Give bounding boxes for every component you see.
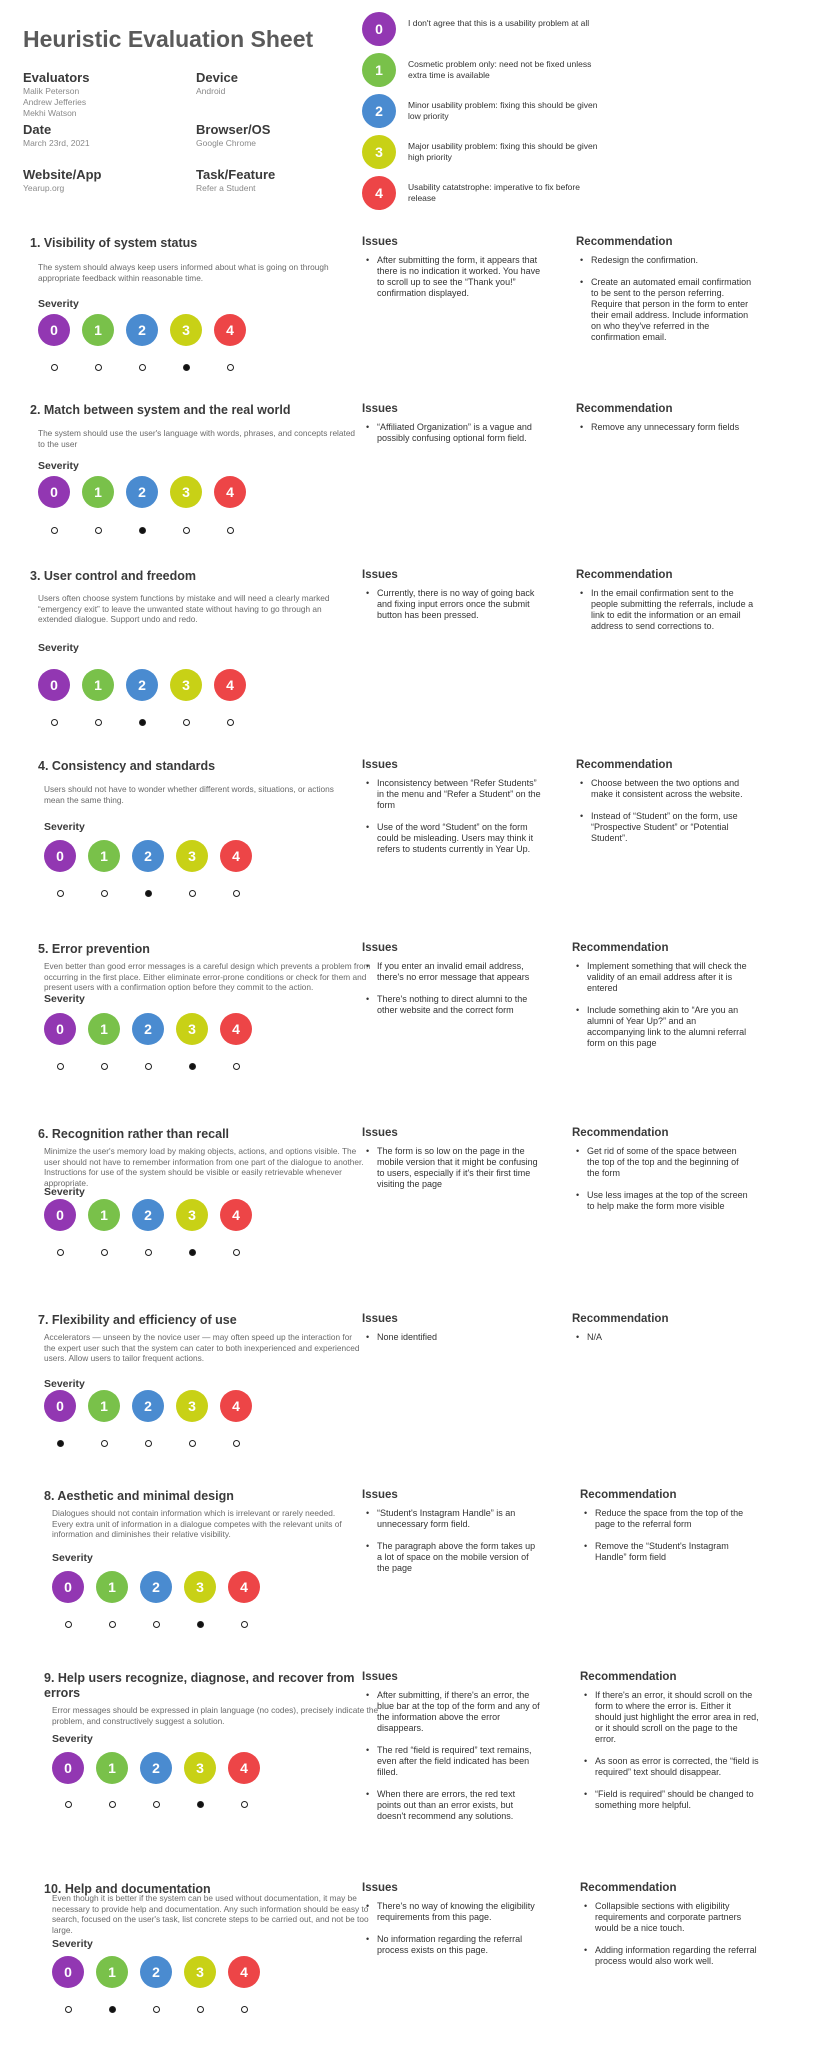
severity-option-4[interactable]: 4 [214,476,246,508]
recommendation-item: • “Field is required” should be changed to something more helpful. [584,1789,759,1811]
severity-radio-0[interactable] [57,1440,64,1447]
severity-option-2[interactable]: 2 [140,1571,172,1603]
severity-option-4[interactable]: 4 [220,1013,252,1045]
issues-heading: Issues [362,759,398,771]
legend-item [362,135,598,171]
evaluator-name: Andrew Jefferies [23,97,87,107]
severity-option-3[interactable]: 3 [170,669,202,701]
severity-option-0[interactable]: 0 [52,1752,84,1784]
issues-list [366,1901,541,1967]
severity-label: Severity [52,1938,93,1950]
issues-heading: Issues [362,236,398,248]
severity-radio-2[interactable] [139,364,146,371]
recommendations-list [576,1332,751,1354]
severity-radio-4[interactable] [227,719,234,726]
issue-item: • When there are errors, the red text points out than an error exists, but doesn't recommend any solutions. [366,1789,541,1822]
severity-option-4[interactable]: 4 [214,669,246,701]
legend-text: Major usability problem: fixing this should be given high priority [408,141,598,162]
severity-radio-0[interactable] [65,1621,72,1628]
severity-radio-4[interactable] [241,2006,248,2013]
severity-option-0[interactable]: 0 [38,669,70,701]
severity-option-1[interactable]: 1 [88,1390,120,1422]
issue-item: • After submitting, if there's an error, the blue bar at the top of the form and any of the information above the error disappears. [366,1690,541,1734]
issues-list [366,255,541,310]
recommendation-heading: Recommendation [572,1127,669,1139]
heuristic-description: Accelerators — unseen by the novice user — may often speed up the interaction for the expert user such that the system can cater to both inexperienced and experienced users. Allow users to tailor frequent actions. [44,1332,360,1363]
issues-heading: Issues [362,1313,398,1325]
severity-option-0[interactable]: 0 [44,1013,76,1045]
issue-item: • Use of the word “Student” on the form could be misleading. Users may think it refers to students currently in Year Up. [366,822,541,855]
legend-text: Minor usability problem: fixing this should be given low priority [408,100,598,121]
issue-item: • There's nothing to direct alumni to the other website and the correct form [366,994,546,1016]
severity-radio-2[interactable] [145,1063,152,1070]
issues-heading: Issues [362,942,398,954]
recommendation-item: • In the email confirmation sent to the people submitting the referrals, include a link to edit the information or an email address to send corrections to. [580,588,755,632]
severity-option-0[interactable]: 0 [44,1199,76,1231]
severity-option-4[interactable]: 4 [214,314,246,346]
evaluators-block [23,70,89,119]
issue-item: • The red “field is required” text remains, even after the field indicated has been filled. [366,1745,541,1778]
browser-block [196,122,270,149]
issue-item: • None identified [366,1332,541,1343]
severity-dot-3: 3 [362,135,396,169]
heuristic-description: Even though it is better if the system can be used without documentation, it may be necessary to provide help and documentation. Any such information should be easy to search, focused on the user's task, list concrete steps to be carried out, and not be too large. [52,1893,369,1935]
severity-radio-1[interactable] [95,719,102,726]
severity-option-4[interactable]: 4 [228,1752,260,1784]
date-label: Date [23,122,52,137]
issues-list [366,778,541,866]
issue-item: • No information regarding the referral process exists on this page. [366,1934,541,1956]
recommendation-heading: Recommendation [580,1489,677,1501]
device-block [196,70,238,97]
recommendation-heading: Recommendation [576,569,673,581]
issues-list [366,422,541,455]
recommendations-list [584,1901,759,1978]
severity-option-3[interactable]: 3 [184,1571,216,1603]
severity-radio-3[interactable] [197,1621,204,1628]
issue-item: • Currently, there is no way of going back and fixing input errors once the submit button has been pressed. [366,588,546,621]
heuristic-title: 9. Help users recognize, diagnose, and recover from errors [44,1671,355,1700]
heuristic-title: 7. Flexibility and efficiency of use [38,1313,237,1327]
severity-label: Severity [44,993,85,1005]
recommendation-item: • Choose between the two options and make it consistent across the website. [580,778,755,800]
severity-option-2[interactable]: 2 [132,840,164,872]
heuristic-description: The system should always keep users informed about what is going on through appropriate feedback within reasonable time. [38,262,329,283]
severity-option-2[interactable]: 2 [132,1199,164,1231]
severity-radio-2[interactable] [153,1801,160,1808]
task-value: Refer a Student [196,183,256,193]
heuristic-description: Minimize the user's memory load by making objects, actions, and options visible. The user should not have to remember information from one part of the dialogue to another. Instructions for use of the system should be visible or easily retrievable whenever appropriate. [44,1146,364,1188]
severity-radio-4[interactable] [233,890,240,897]
severity-radio-4[interactable] [233,1440,240,1447]
issue-item: • There's no way of knowing the eligibility requirements from this page. [366,1901,541,1923]
heuristic-description: Users should not have to wonder whether different words, situations, or actions mean the same thing. [44,784,334,805]
heuristic-title: 3. User control and freedom [30,569,197,583]
severity-option-0[interactable]: 0 [52,1956,84,1988]
issues-heading: Issues [362,1882,398,1894]
severity-radio-4[interactable] [227,364,234,371]
severity-radio-3[interactable] [197,1801,204,1808]
heuristic-title: 5. Error prevention [38,942,150,956]
severity-radio-1[interactable] [101,1249,108,1256]
severity-radio-0[interactable] [51,527,58,534]
heuristic-title: 1. Visibility of system status [30,236,198,250]
severity-radio-2[interactable] [153,1621,160,1628]
legend-item [362,94,598,130]
heuristic-title: 6. Recognition rather than recall [38,1127,230,1141]
severity-option-4[interactable]: 4 [220,1390,252,1422]
recommendation-item: • Remove any unnecessary form fields [580,422,755,433]
browser-label: Browser/OS [196,122,271,137]
severity-radio-4[interactable] [241,1801,248,1808]
severity-option-1[interactable]: 1 [82,476,114,508]
issues-list [366,1508,541,1585]
recommendations-list [580,588,755,643]
recommendation-item: • Collapsible sections with eligibility requirements and corporate partners would be a nice touch. [584,1901,759,1934]
severity-radio-1[interactable] [95,364,102,371]
severity-radio-1[interactable] [101,1063,108,1070]
device-value: Android [196,86,226,96]
severity-option-2[interactable]: 2 [126,476,158,508]
severity-option-3[interactable]: 3 [176,840,208,872]
issue-item: • “Affiliated Organization” is a vague and possibly confusing optional form field. [366,422,541,444]
issue-item: • The paragraph above the form takes up a lot of space on the mobile version of the page [366,1541,541,1574]
severity-option-0[interactable]: 0 [44,840,76,872]
date-block [23,122,90,149]
severity-option-4[interactable]: 4 [228,1956,260,1988]
severity-radio-0[interactable] [51,719,58,726]
heuristic-description: Dialogues should not contain information which is irrelevant or rarely needed. Every extra unit of information in a dialogue competes with the relevant units of information and diminishes their relative visibility. [52,1508,342,1539]
recommendation-item: • Use less images at the top of the screen to help make the form more visible [576,1190,751,1212]
recommendation-item: • Include something akin to “Are you an alumni of Year Up?” and an accompanying link to the alumni referral form on this page [576,1005,756,1049]
severity-option-3[interactable]: 3 [184,1956,216,1988]
severity-radio-3[interactable] [183,364,190,371]
severity-label: Severity [44,1186,85,1198]
issues-list [366,1332,541,1354]
heuristic-title: 8. Aesthetic and minimal design [44,1489,234,1503]
recommendation-item: • Adding information regarding the referral process would also work well. [584,1945,759,1967]
evaluator-name: Malik Peterson [23,86,80,96]
recommendation-heading: Recommendation [576,759,673,771]
severity-option-2[interactable]: 2 [126,314,158,346]
severity-radio-1[interactable] [109,1801,116,1808]
severity-option-3[interactable]: 3 [176,1199,208,1231]
issues-heading: Issues [362,1489,398,1501]
issues-heading: Issues [362,1671,398,1683]
severity-option-2[interactable]: 2 [126,669,158,701]
severity-option-0[interactable]: 0 [38,314,70,346]
severity-option-1[interactable]: 1 [88,1013,120,1045]
recommendation-heading: Recommendation [572,942,669,954]
severity-radio-0[interactable] [51,364,58,371]
legend-item [362,53,592,89]
recommendation-heading: Recommendation [580,1671,677,1683]
severity-option-4[interactable]: 4 [228,1571,260,1603]
recommendation-item: • Implement something that will check the validity of an email address after it is entered [576,961,756,994]
website-block [23,167,102,194]
issue-item: • After submitting the form, it appears that there is no indication it worked. You have to scroll up to see the “Thank you!” confirmation displayed. [366,255,541,299]
severity-radio-0[interactable] [65,1801,72,1808]
severity-option-2[interactable]: 2 [140,1752,172,1784]
heuristic-title: 10. Help and documentation [44,1882,211,1896]
recommendations-list [584,1690,759,1822]
recommendations-list [576,961,756,1060]
severity-radio-4[interactable] [241,1621,248,1628]
severity-radio-4[interactable] [233,1249,240,1256]
severity-radio-1[interactable] [101,1440,108,1447]
heuristic-description: Error messages should be expressed in plain language (no codes), precisely indicate the problem, and constructively suggest a solution. [52,1705,379,1726]
evaluators-label: Evaluators [23,70,90,85]
severity-radio-3[interactable] [189,1063,196,1070]
severity-radio-2[interactable] [139,527,146,534]
severity-option-1[interactable]: 1 [88,1199,120,1231]
recommendation-item: • N/A [576,1332,751,1343]
severity-option-1[interactable]: 1 [82,314,114,346]
severity-label: Severity [52,1552,93,1564]
severity-radio-2[interactable] [153,2006,160,2013]
severity-option-1[interactable]: 1 [88,840,120,872]
recommendation-item: • Instead of “Student” on the form, use “Prospective Student” or “Potential Student”. [580,811,755,844]
severity-option-4[interactable]: 4 [220,840,252,872]
severity-dot-4: 4 [362,176,396,210]
severity-radio-4[interactable] [233,1063,240,1070]
recommendations-list [580,255,755,354]
issues-list [366,961,546,1027]
legend-text: I don't agree that this is a usability problem at all [408,18,590,28]
severity-option-3[interactable]: 3 [170,314,202,346]
recommendation-heading: Recommendation [576,403,673,415]
website-value: Yearup.org [23,183,65,193]
severity-label: Severity [44,1378,85,1390]
issue-item: • “Student's Instagram Handle” is an unnecessary form field. [366,1508,541,1530]
recommendations-list [584,1508,759,1574]
evaluator-name: Mekhi Watson [23,108,77,118]
heuristic-description: Users often choose system functions by mistake and will need a clearly marked “emergency exit” to leave the unwanted state without having to go through an extended dialogue. Support undo and redo. [38,593,330,624]
recommendation-heading: Recommendation [576,236,673,248]
severity-radio-0[interactable] [65,2006,72,2013]
severity-option-4[interactable]: 4 [220,1199,252,1231]
legend-text: Usability catatstrophe: imperative to fix before release [408,182,580,203]
severity-option-3[interactable]: 3 [176,1390,208,1422]
severity-radio-3[interactable] [189,1440,196,1447]
page-title: Heuristic Evaluation Sheet [23,26,314,52]
recommendation-item: • Create an automated email confirmation to be sent to the person referring. Require that person in the form to enter their email address. Include information on who they've referred in the confirmation email. [580,277,755,343]
heuristic-title: 2. Match between system and the real world [30,403,291,417]
severity-radio-3[interactable] [189,1249,196,1256]
severity-radio-1[interactable] [101,890,108,897]
severity-radio-0[interactable] [57,1063,64,1070]
severity-option-2[interactable]: 2 [132,1013,164,1045]
date-value: March 23rd, 2021 [23,138,90,148]
severity-radio-1[interactable] [109,2006,116,2013]
severity-option-1[interactable]: 1 [96,1956,128,1988]
severity-radio-3[interactable] [189,890,196,897]
issues-list [366,1690,541,1833]
recommendation-item: • Get rid of some of the space between the top of the top and the beginning of the form [576,1146,751,1179]
severity-radio-1[interactable] [95,527,102,534]
severity-dot-0: 0 [362,12,396,46]
issues-heading: Issues [362,1127,398,1139]
recommendations-list [576,1146,751,1223]
severity-radio-0[interactable] [57,890,64,897]
recommendations-list [580,778,755,855]
recommendation-item: • Redesign the confirmation. [580,255,755,266]
issues-heading: Issues [362,403,398,415]
recommendation-item: • As soon as error is corrected, the “field is required” text should disappear. [584,1756,759,1778]
recommendation-heading: Recommendation [572,1313,669,1325]
legend-item [362,176,592,212]
severity-radio-2[interactable] [145,1249,152,1256]
severity-option-0[interactable]: 0 [44,1390,76,1422]
severity-radio-4[interactable] [227,527,234,534]
issue-item: • The form is so low on the page in the mobile version that it might be confusing to users, especially if it's their first time visiting the page [366,1146,541,1190]
severity-option-3[interactable]: 3 [170,476,202,508]
severity-radio-2[interactable] [139,719,146,726]
severity-radio-2[interactable] [145,890,152,897]
legend-text: Cosmetic problem only: need not be fixed unless extra time is available [408,59,592,80]
severity-label: Severity [38,642,79,654]
issues-list [366,1146,541,1201]
severity-radio-2[interactable] [145,1440,152,1447]
severity-option-0[interactable]: 0 [52,1571,84,1603]
severity-dot-1: 1 [362,53,396,87]
issue-item: • Inconsistency between “Refer Students” in the menu and “Refer a Student” on the form [366,778,541,811]
recommendation-item: • Reduce the space from the top of the page to the referral form [584,1508,759,1530]
issue-item: • If you enter an invalid email address, there's no error message that appears [366,961,546,983]
website-label: Website/App [23,167,102,182]
browser-value: Google Chrome [196,138,257,148]
legend-item [362,12,592,48]
severity-radio-1[interactable] [109,1621,116,1628]
severity-option-3[interactable]: 3 [176,1013,208,1045]
severity-option-3[interactable]: 3 [184,1752,216,1784]
recommendation-item: • If there's an error, it should scroll on the form to where the error is. Either it should just highlight the error area in red, or it should scroll on the page to the error. [584,1690,759,1745]
severity-label: Severity [38,298,79,310]
recommendation-heading: Recommendation [580,1882,677,1894]
severity-radio-3[interactable] [197,2006,204,2013]
severity-dot-2: 2 [362,94,396,128]
severity-option-1[interactable]: 1 [82,669,114,701]
heuristic-description: The system should use the user's language with words, phrases, and concepts related to the user [38,428,356,449]
recommendations-list [580,422,755,444]
heuristic-title: 4. Consistency and standards [38,759,216,773]
severity-option-2[interactable]: 2 [132,1390,164,1422]
heuristic-description: Even better than good error messages is a careful design which prevents a problem from occurring in the first place. Either eliminate error-prone conditions or check for them and present users with a confirmation option before they commit to the action. [44,961,371,992]
recommendation-item: • Remove the “Student's Instagram Handle” form field [584,1541,759,1563]
severity-label: Severity [52,1733,93,1745]
severity-radio-0[interactable] [57,1249,64,1256]
task-label: Task/Feature [196,167,276,182]
severity-option-0[interactable]: 0 [38,476,70,508]
severity-radio-3[interactable] [183,719,190,726]
severity-option-1[interactable]: 1 [96,1752,128,1784]
severity-option-2[interactable]: 2 [140,1956,172,1988]
severity-label: Severity [38,460,79,472]
issues-heading: Issues [362,569,398,581]
severity-radio-3[interactable] [183,527,190,534]
task-block [196,167,275,194]
severity-option-1[interactable]: 1 [96,1571,128,1603]
issues-list [366,588,546,632]
device-label: Device [196,70,238,85]
severity-label: Severity [44,821,85,833]
